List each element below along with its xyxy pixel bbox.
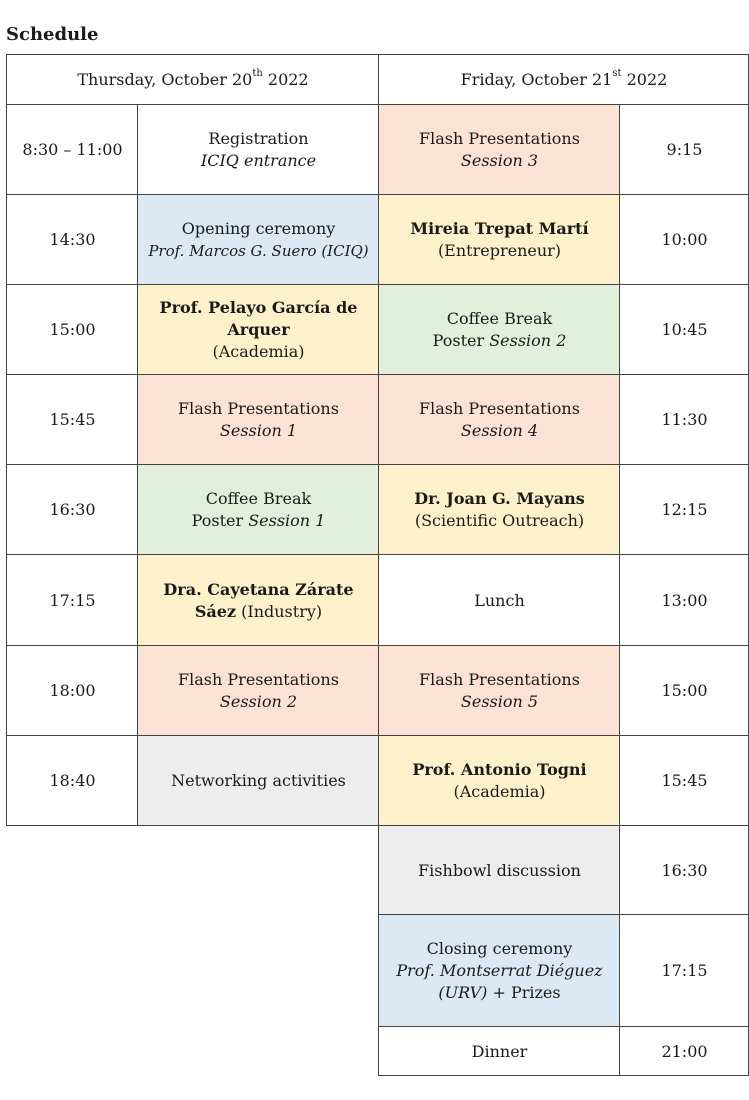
- time-label: 10:45: [661, 320, 708, 339]
- friday-time-cell: [620, 285, 749, 375]
- event-speaker: Prof. Marcos G. Suero (ICIQ): [148, 242, 369, 260]
- time-label: 17:15: [49, 590, 96, 610]
- speaker-name: Prof. Pelayo García de: [159, 298, 358, 317]
- friday-time-cell: [620, 465, 749, 555]
- speaker-affiliation: (Industry): [236, 601, 323, 621]
- thursday-time-cell: [7, 285, 138, 375]
- thursday-event-opening-ceremony: [138, 195, 379, 285]
- speaker-name: Prof. Antonio Togni: [412, 760, 587, 779]
- friday-event-dinner: [379, 1027, 620, 1076]
- speaker-name: Dr. Joan G. Mayans: [414, 489, 585, 508]
- event-title: Coffee Break: [446, 309, 553, 328]
- friday-event-flash-presentations: [379, 375, 620, 465]
- table-rule: [6, 54, 7, 826]
- friday-time-cell: [620, 915, 749, 1027]
- time-label: 15:00: [661, 681, 708, 700]
- speaker-name-cont: Sáez: [194, 601, 237, 621]
- speaker-name: Dra. Cayetana Zárate: [163, 579, 354, 599]
- thursday-event-talk-garcia-de-arquer: [138, 285, 379, 375]
- time-label: 16:30: [661, 860, 708, 880]
- thursday-header-sup: th: [252, 67, 263, 79]
- thursday-event-registration: [138, 105, 379, 195]
- event-title: Flash Presentations: [419, 670, 580, 689]
- event-title: Dinner: [471, 1041, 528, 1061]
- friday-time-cell: [620, 826, 749, 915]
- thursday-event-flash-presentations: [138, 646, 379, 736]
- friday-time-cell: [620, 736, 749, 826]
- table-rule: [378, 1075, 749, 1076]
- friday-time-cell: [620, 105, 749, 195]
- friday-event-coffee-break: [379, 285, 620, 375]
- time-label: 15:45: [49, 410, 96, 429]
- friday-header-year: 2022: [621, 70, 668, 89]
- time-label: 9:15: [666, 140, 703, 159]
- friday-event-flash-presentations: [379, 105, 620, 195]
- time-label: 13:00: [661, 590, 708, 610]
- event-session: Session 1: [248, 511, 326, 530]
- time-label: 11:30: [661, 410, 708, 429]
- event-extra: + Prizes: [487, 983, 561, 1002]
- thursday-header-text: Thursday, October 20: [77, 70, 253, 89]
- event-session: Session 3: [460, 151, 539, 170]
- friday-event-closing-ceremony: [379, 915, 620, 1027]
- event-location: ICIQ entrance: [200, 151, 317, 170]
- table-rule: [378, 54, 379, 1076]
- thursday-event-coffee-break: [138, 465, 379, 555]
- event-title: Flash Presentations: [419, 399, 580, 418]
- speaker-affiliation: (Academia): [212, 342, 305, 361]
- thursday-event-talk-zarate-saez: [138, 555, 379, 646]
- friday-event-talk-togni: [379, 736, 620, 826]
- thursday-header-year: 2022: [262, 70, 309, 89]
- thursday-event-flash-presentations: [138, 375, 379, 465]
- event-speaker: Prof. Montserrat Diéguez: [396, 961, 603, 980]
- time-label: 18:00: [49, 681, 96, 700]
- event-session: Session 4: [460, 421, 539, 440]
- event-poster-label: Poster: [432, 331, 490, 350]
- time-label: 15:00: [49, 320, 96, 339]
- event-session: Session 5: [460, 692, 539, 711]
- speaker-affiliation: (Scientific Outreach): [414, 511, 585, 530]
- event-session: Session 2: [489, 331, 567, 350]
- event-title: Flash Presentations: [419, 129, 580, 148]
- friday-event-talk-trepat-marti: [379, 195, 620, 285]
- event-title: Closing ceremony: [426, 939, 573, 958]
- friday-time-cell: [620, 1027, 749, 1076]
- friday-header: [379, 55, 749, 105]
- event-title: Registration: [208, 129, 309, 148]
- thursday-event-networking: [138, 736, 379, 826]
- thursday-time-cell: [7, 465, 138, 555]
- event-title: Fishbowl discussion: [418, 860, 581, 880]
- thursday-time-cell: [7, 646, 138, 736]
- page-title: Schedule: [6, 24, 99, 45]
- table-rule: [378, 1026, 749, 1027]
- table-rule: [378, 914, 749, 915]
- friday-time-cell: [620, 195, 749, 285]
- friday-time-cell: [620, 555, 749, 646]
- event-session: Session 2: [219, 692, 298, 711]
- thursday-time-cell: [7, 105, 138, 195]
- time-label: 16:30: [49, 500, 96, 519]
- speaker-name-cont: Arquer: [227, 320, 290, 339]
- thursday-time-cell: [7, 195, 138, 285]
- thursday-time-cell: [7, 555, 138, 646]
- speaker-affiliation: (Academia): [453, 782, 546, 801]
- time-label: 12:15: [661, 500, 708, 519]
- event-title: Flash Presentations: [178, 670, 339, 689]
- table-rule: [619, 104, 620, 1076]
- event-title: Networking activities: [171, 771, 346, 790]
- event-session: Session 1: [219, 421, 298, 440]
- friday-event-talk-mayans: [379, 465, 620, 555]
- time-label: 15:45: [661, 771, 708, 790]
- time-label: 21:00: [661, 1041, 708, 1061]
- table-rule: [137, 104, 138, 826]
- event-title: Flash Presentations: [178, 399, 339, 418]
- friday-header-sup: st: [612, 67, 622, 79]
- time-label: 8:30 – 11:00: [22, 140, 123, 159]
- event-title: Opening ceremony: [181, 219, 336, 238]
- speaker-name: Mireia Trepat Martí: [410, 219, 589, 238]
- friday-time-cell: [620, 646, 749, 736]
- speaker-affiliation: (Entrepreneur): [437, 241, 562, 260]
- time-label: 14:30: [49, 230, 96, 249]
- time-label: 10:00: [661, 230, 708, 249]
- friday-event-flash-presentations: [379, 646, 620, 736]
- friday-event-lunch: [379, 555, 620, 646]
- event-title: Lunch: [474, 590, 525, 610]
- event-title: Coffee Break: [205, 489, 312, 508]
- friday-time-cell: [620, 375, 749, 465]
- thursday-time-cell: [7, 375, 138, 465]
- event-speaker-cont: (URV): [438, 983, 488, 1002]
- time-label: 18:40: [49, 771, 96, 790]
- friday-header-text: Friday, October 21: [460, 70, 613, 89]
- friday-event-fishbowl-discussion: [379, 826, 620, 915]
- time-label: 17:15: [661, 961, 708, 980]
- thursday-time-cell: [7, 736, 138, 826]
- thursday-header: [7, 55, 379, 105]
- event-poster-label: Poster: [191, 511, 249, 530]
